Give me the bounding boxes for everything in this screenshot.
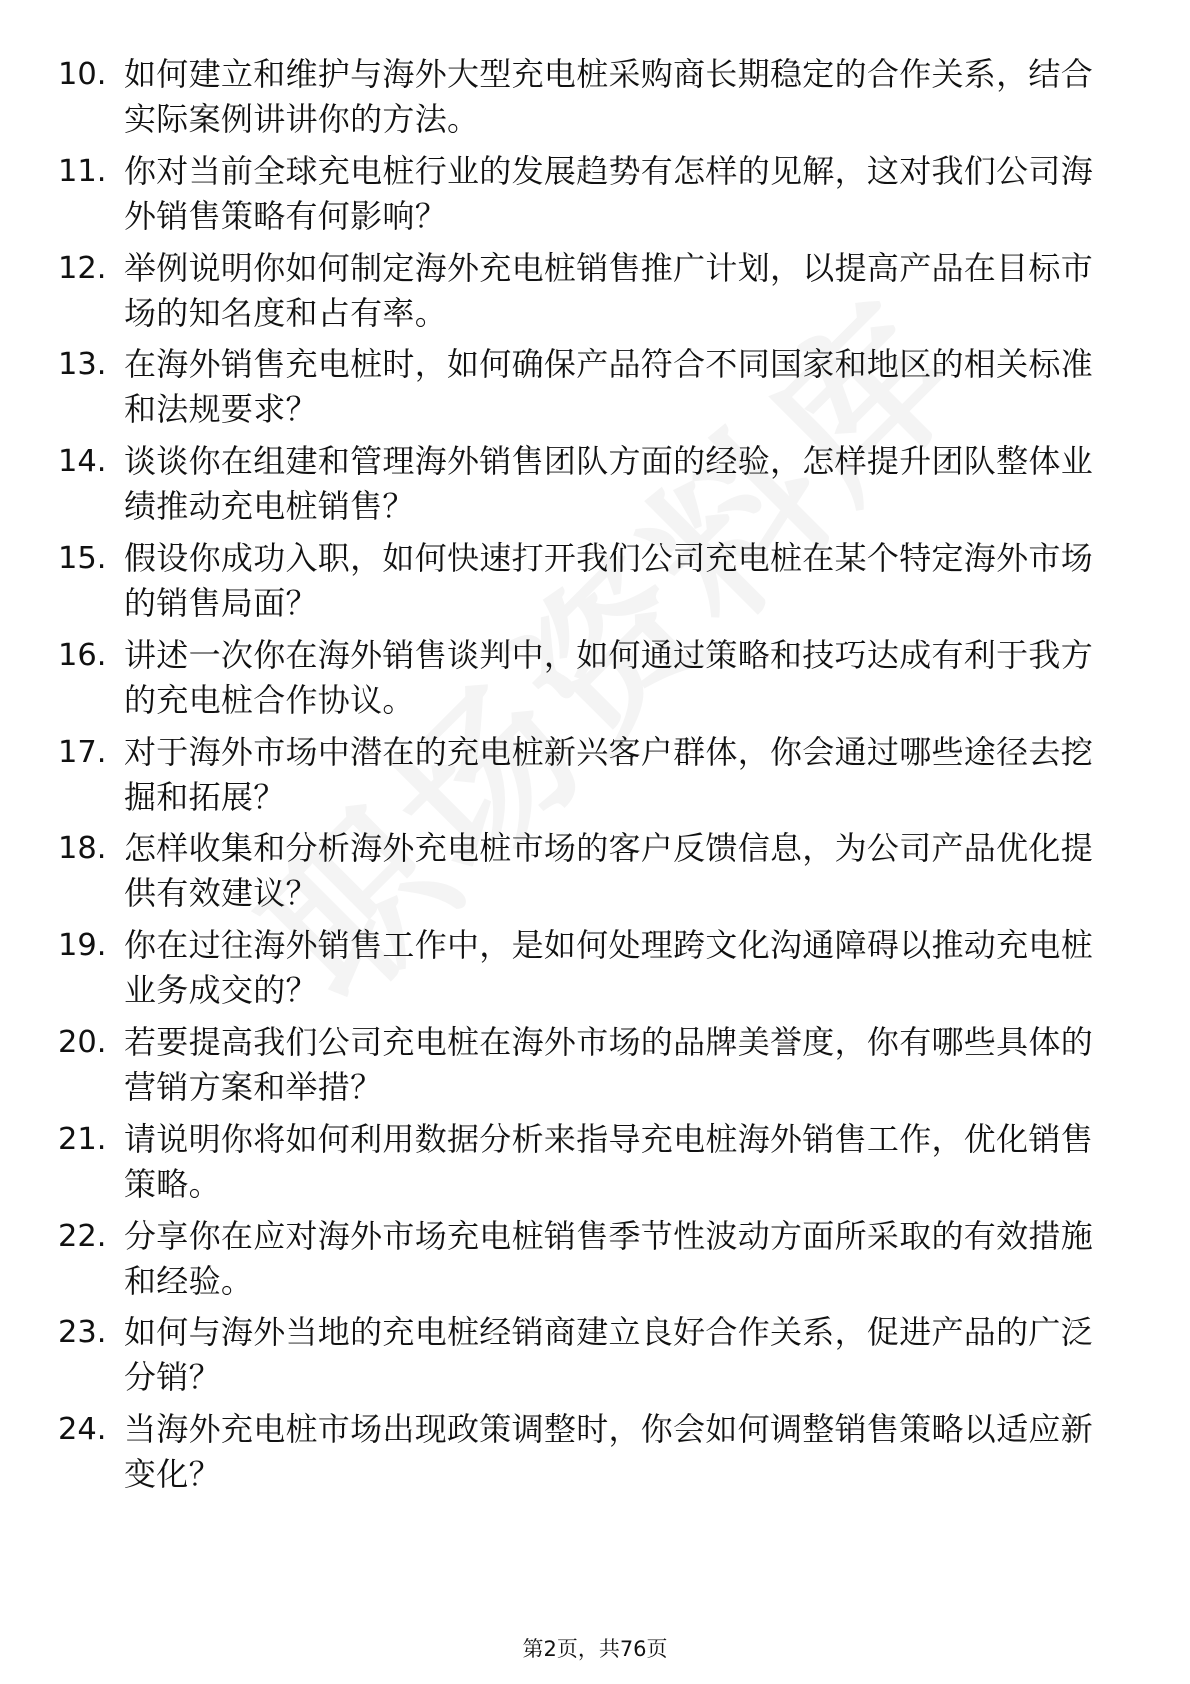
question-text: 你对当前全球充电桩行业的发展趋势有怎样的见解，这对我们公司海外销售策略有何影响？: [124, 151, 1094, 235]
list-item: [58, 1407, 1118, 1504]
list-item: [58, 633, 1118, 730]
question-number: 17.: [58, 734, 107, 770]
question-number: 10.: [58, 57, 107, 92]
question-number: 15.: [58, 540, 107, 576]
page-number-footer: 第2页，共76页: [522, 1637, 668, 1661]
question-text: 你在过往海外销售工作中，是如何处理跨文化沟通障碍以推动充电桩业务成交的？: [124, 926, 1094, 1010]
list-item: [58, 1310, 1118, 1407]
question-number: 22.: [58, 1218, 107, 1254]
question-text: 谈谈你在组建和管理海外销售团队方面的经验，怎样提升团队整体业绩推动充电桩销售？: [124, 442, 1094, 526]
question-number: 12.: [58, 250, 107, 286]
question-text: 分享你在应对海外市场充电桩销售季节性波动方面所采取的有效措施和经验。: [124, 1216, 1094, 1300]
question-number: 23.: [58, 1315, 107, 1351]
list-item: [58, 149, 1118, 246]
question-list: [58, 52, 1118, 1504]
question-text: 请说明你将如何利用数据分析来指导充电桩海外销售工作，优化销售策略。: [124, 1119, 1094, 1203]
list-item: [58, 923, 1118, 1020]
question-number: 11.: [58, 153, 107, 189]
list-item: [58, 246, 1118, 343]
list-item: [58, 730, 1118, 827]
question-number: 16.: [58, 637, 107, 673]
list-item: [58, 52, 1118, 149]
question-number: 18.: [58, 831, 107, 867]
question-text: 举例说明你如何制定海外充电桩销售推广计划，以提高产品在目标市场的知名度和占有率。: [124, 248, 1094, 332]
question-text: 假设你成功入职，如何快速打开我们公司充电桩在某个特定海外市场的销售局面？: [124, 538, 1094, 622]
question-text: 如何与海外当地的充电桩经销商建立良好合作关系，促进产品的广泛分销？: [124, 1313, 1094, 1397]
question-text: 对于海外市场中潜在的充电桩新兴客户群体，你会通过哪些途径去挖掘和拓展？: [124, 732, 1094, 816]
list-item: [58, 342, 1118, 439]
question-number: 19.: [58, 928, 107, 964]
list-item: [58, 536, 1118, 633]
question-text: 讲述一次你在海外销售谈判中，如何通过策略和技巧达成有利于我方的充电桩合作协议。: [124, 635, 1094, 719]
question-number: 13.: [58, 347, 107, 383]
list-item: [58, 439, 1118, 536]
list-item: [58, 1117, 1118, 1214]
question-number: 20.: [58, 1024, 107, 1060]
question-text: 若要提高我们公司充电桩在海外市场的品牌美誉度，你有哪些具体的营销方案和举措？: [124, 1022, 1094, 1106]
list-item: [58, 1214, 1118, 1311]
question-text: 在海外销售充电桩时，如何确保产品符合不同国家和地区的相关标准和法规要求？: [124, 345, 1094, 429]
question-text: 怎样收集和分析海外充电桩市场的客户反馈信息，为公司产品优化提供有效建议？: [124, 829, 1094, 913]
question-text: 当海外充电桩市场出现政策调整时，你会如何调整销售策略以适应新变化？: [124, 1410, 1094, 1494]
question-number: 21.: [58, 1121, 107, 1157]
question-number: 14.: [58, 444, 107, 480]
question-text: 如何建立和维护与海外大型充电桩采购商长期稳定的合作关系，结合实际案例讲讲你的方法。: [124, 55, 1094, 138]
question-number: 24.: [58, 1412, 107, 1448]
list-item: [58, 1020, 1118, 1117]
list-item: [58, 826, 1118, 923]
